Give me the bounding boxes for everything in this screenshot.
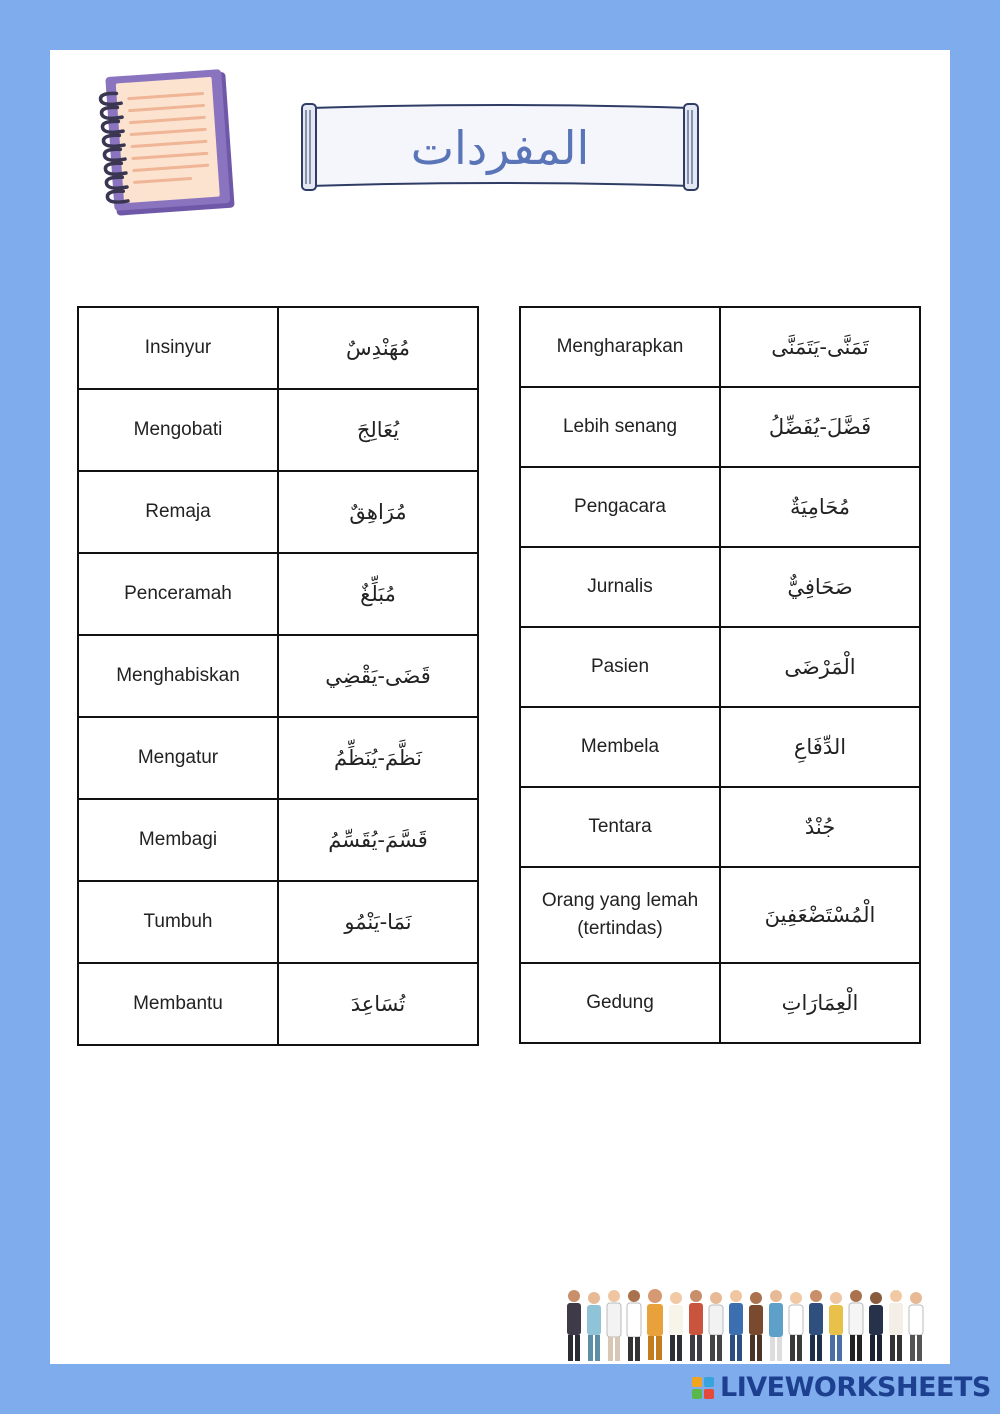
table-row xyxy=(78,471,478,553)
indonesian-word: Insinyur xyxy=(78,307,278,389)
arabic-word: قَضَى-يَقْضِي xyxy=(278,635,478,717)
arabic-word: مُبَلِّغٌ xyxy=(278,553,478,635)
arabic-word: جُنْدٌ xyxy=(720,787,920,867)
indonesian-word: Tumbuh xyxy=(78,881,278,963)
brand-name: LIVEWORKSHEETS xyxy=(720,1372,991,1403)
indonesian-word: Membagi xyxy=(78,799,278,881)
table-row xyxy=(520,707,920,787)
notebook-icon xyxy=(98,68,238,218)
indonesian-word: Membela xyxy=(520,707,720,787)
arabic-word: الْمُسْتَضْعَفِينَ xyxy=(720,867,920,963)
indonesian-word: Lebih senang xyxy=(520,387,720,467)
table-row xyxy=(78,553,478,635)
arabic-word: مُرَاهِقٌ xyxy=(278,471,478,553)
title-banner xyxy=(300,100,700,195)
arabic-word: الْمَرْضَى xyxy=(720,627,920,707)
arabic-word: تَمَنَّى-يَتَمَنَّى xyxy=(720,307,920,387)
table-row xyxy=(520,963,920,1043)
arabic-word: مُحَامِيَةٌ xyxy=(720,467,920,547)
table-row xyxy=(78,389,478,471)
arabic-word: تُسَاعِدَ xyxy=(278,963,478,1045)
professions-illustration-icon xyxy=(562,1286,950,1364)
worksheet-page xyxy=(50,50,950,1364)
table-row xyxy=(520,387,920,467)
indonesian-word: Remaja xyxy=(78,471,278,553)
table-row xyxy=(78,963,478,1045)
table-row xyxy=(520,467,920,547)
table-row xyxy=(78,635,478,717)
indonesian-word: Tentara xyxy=(520,787,720,867)
table-row xyxy=(520,547,920,627)
arabic-word: فَضَّلَ-يُفَضِّلُ xyxy=(720,387,920,467)
table-row xyxy=(520,787,920,867)
arabic-word: صَحَافِيٌّ xyxy=(720,547,920,627)
arabic-word: نَظَّمَ-يُنَظِّمُ xyxy=(278,717,478,799)
indonesian-word: Membantu xyxy=(78,963,278,1045)
arabic-word: مُهَنْدِسٌ xyxy=(278,307,478,389)
arabic-word: قَسَّمَ-يُقَسِّمُ xyxy=(278,799,478,881)
indonesian-word: Mengatur xyxy=(78,717,278,799)
logo-blocks-icon xyxy=(692,1377,714,1399)
indonesian-word: Orang yang lemah (tertindas) xyxy=(520,867,720,963)
table-row xyxy=(78,881,478,963)
indonesian-word: Pasien xyxy=(520,627,720,707)
table-row xyxy=(78,799,478,881)
indonesian-word: Penceramah xyxy=(78,553,278,635)
arabic-word: نَمَا-يَنْمُو xyxy=(278,881,478,963)
indonesian-word: Gedung xyxy=(520,963,720,1043)
table-row xyxy=(78,717,478,799)
table-row xyxy=(520,627,920,707)
vocab-table-right xyxy=(519,306,921,1044)
indonesian-word: Menghabiskan xyxy=(78,635,278,717)
indonesian-word: Mengharapkan xyxy=(520,307,720,387)
indonesian-word: Jurnalis xyxy=(520,547,720,627)
arabic-word: الدِّفَاعِ xyxy=(720,707,920,787)
table-row xyxy=(78,307,478,389)
vocab-table-left xyxy=(77,306,479,1046)
table-row xyxy=(520,307,920,387)
arabic-word: يُعَالِجَ xyxy=(278,389,478,471)
table-row xyxy=(520,867,920,963)
arabic-word: الْعِمَارَاتِ xyxy=(720,963,920,1043)
indonesian-word: Mengobati xyxy=(78,389,278,471)
indonesian-word: Pengacara xyxy=(520,467,720,547)
page-title: المفردات xyxy=(410,120,590,175)
liveworksheets-logo xyxy=(692,1372,991,1403)
